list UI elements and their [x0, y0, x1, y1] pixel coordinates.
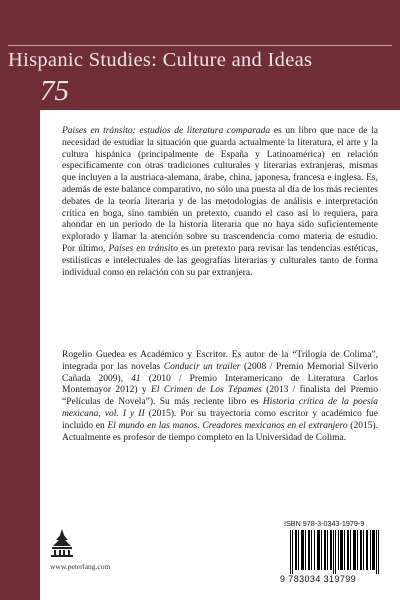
- barcode-area: [280, 519, 390, 589]
- barcode-digits: 9 783034 319799: [280, 574, 357, 584]
- bio-text: (2013 / finalista del Premio “Películas de Novela”). Su más reciente libro es: [62, 385, 378, 408]
- description-text-part2: es un pretexto para revisar las tendencias estéticas, estilísticas e intelectuales de las geografías literarias y culturales tanto de forma individual como en relación con su par extranjera.: [62, 243, 378, 278]
- author-biography: [62, 350, 378, 444]
- bio-text: (2015). Actualmente es profesor de tiempo completo en la Universidad de Colima.: [62, 420, 378, 443]
- work-title: Conducir un trailer: [163, 361, 241, 372]
- bio-text: (2015). Por su trayectoria como escritor y académico fue incluido en: [62, 408, 379, 431]
- publisher-url: www.peterlang.com: [50, 562, 111, 571]
- book-description: [62, 126, 378, 279]
- title-rule: [8, 45, 392, 46]
- book-title: Países en tránsito: estudios de literatura comparada: [62, 126, 271, 136]
- series-title: Hispanic Studies: Culture and Ideas: [8, 49, 313, 71]
- description-text-part1: es un libro que nace de la necesidad de estudiar la situación que guarda actualmente la literatura, el arte y la cultura hispánica (principalmente de España y Latinoamérica) en relación específicamente con otras tradiciones culturales y literarias extranjeras, mismas que incluyen a la austriaca-alemana, árabe, china, japonesa, francesa e inglesa. Es, además de este balance comparativo, no sólo una puesta al día de los más recientes debates de la teoría literaria y de las metodologías de análisis e interpretación crítica en boga, sino también un pretexto, cuando el caso así lo requiera, para ahondar en un periodo de la historia literaria que no haya sido suficientemente explorado y llamar la atención sobre su trascendencia como materia de estudio. Por último,: [62, 126, 379, 254]
- work-title: El Crimen de Los Tépames: [151, 385, 262, 396]
- work-title: Historia crítica de la poesía mexicana, vol. I y II: [62, 397, 378, 419]
- barcode-icon: [282, 530, 388, 574]
- back-cover-text-panel: [40, 110, 400, 600]
- bio-text: (2010 / Premio Interamericano de Literatura Carlos Montemayor 2012) y: [62, 373, 378, 396]
- work-title: El mundo en las manos. Creadores mexicanos en el extranjero: [107, 420, 348, 431]
- book-title-short: Países en tránsito: [108, 243, 178, 254]
- bio-text: (2008 / Premio Memorial Silverio Cañada 2009),: [62, 361, 379, 384]
- volume-number: 75: [40, 75, 69, 107]
- bio-text: Rogelio Guedea es Académico y Escritor. Es autor de la “Trilogía de Colima”, integrada por las novelas: [62, 350, 378, 372]
- work-title: 41: [131, 373, 141, 384]
- temple-logo-icon: [50, 528, 74, 558]
- isbn-label: ISBN 978-3-0343-1979-9: [284, 519, 365, 528]
